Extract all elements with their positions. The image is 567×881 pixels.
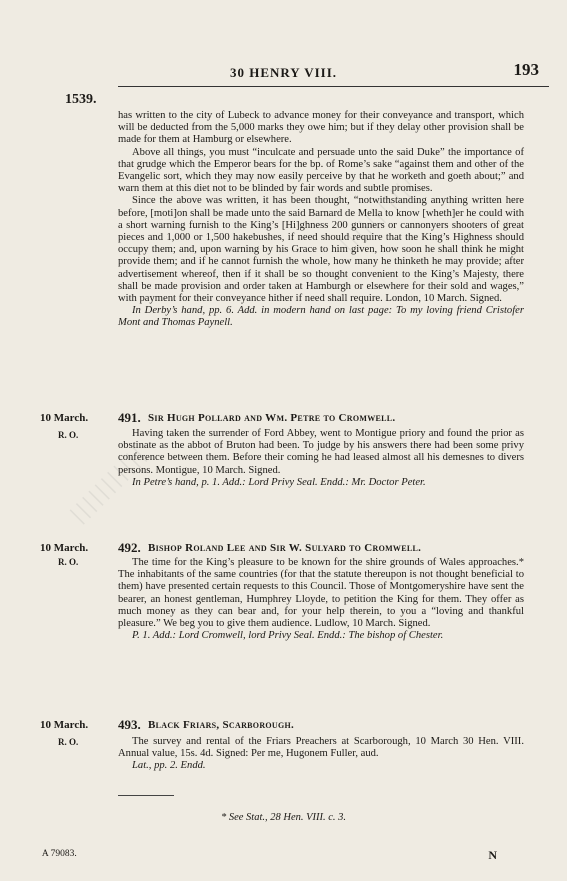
editorial-note: Lat., pp. 2. Endd. xyxy=(132,760,206,772)
paragraph: Since the above was written, it has been thought, “notwithstanding anything written here before, [moti]on shall be made unto the said Barnard de Mella to know [wheth]er he could with a short warning furnish to the King’s [Hi]ghness 200 gunners or cannonyers shooters of great pieces and 1,000 or 1,500 hakebushes, if need should require that the King’s Highness should occupy them; and, upon warning by his Grace to him given, how soon he shall think he might provide them; and if he cannot furnish the whole, how many he thinketh he may provide; after advertisement whereof, then if it shall be so thought convenient to the King’s Majesty, there shall be made provision and order taken at Hamburgh or elsewhere for their sold and wages,” with payment for their conveyance hither if need shall require. London, 10 March. Signed. xyxy=(118,195,524,305)
entry-number: 493. xyxy=(118,717,141,732)
watermark-stamp: ||||||||||| xyxy=(335,169,422,256)
entry-date: 10 March. xyxy=(40,412,89,424)
entry-title: Black Friars, Scarborough. xyxy=(148,719,295,731)
paragraph: The survey and rental of the Friars Preachers at Scarborough, 10 March 30 Hen. VIII. Annual value, 15s. 4d. Signed: Per me, Hugonem Fuller, aud. xyxy=(118,736,524,760)
editorial-note: In Derby’s hand, pp. 6. Add. in modern hand on last page: To my loving friend Cristofer Mont and Thomas Paynell. xyxy=(118,305,524,329)
entry-body xyxy=(118,428,524,489)
entry-number: 491. xyxy=(118,410,141,425)
footnote: * See Stat., 28 Hen. VIII. c. 3. xyxy=(220,812,347,823)
entry-number: 492. xyxy=(118,540,141,555)
paragraph: has written to the city of Lubeck to advance money for their conveyance and transport, which will be deducted from the 5,000 marks they owe him; but if they delay other provision shall be made for them at Hamburg or elsewhere. xyxy=(118,110,524,146)
paragraph: The time for the King’s pleasure to be known for the shire grounds of Wales approaches.* The inhabitants of the same countries (for that the statute thereupon is not thought beneficial to them) have presented certain requests to this Council. Those of Montgomeryshire have sent the bearer, an honest gentleman, Humphrey Lloyde, to petition the King for them. They offer as much money as they can bear and, for your help therein, to you a “loving and thankful pleasure.” We beg you to give them audience. Ludlow, 10 March. Signed. xyxy=(118,557,524,630)
signature-letter: N xyxy=(488,848,497,862)
continuation-text xyxy=(118,110,524,330)
paragraph: Having taken the surrender of Ford Abbey, went to Montigue priory and found the prior as obstinate as the abbot of Bruton had been. To judge by his answers there had been some privy conference between them. Before their coming he had leased almost all his demesnes to divers persons. Montigue, 10 March. Signed. xyxy=(118,428,524,476)
entry-date: 10 March. xyxy=(40,542,89,554)
paragraph: Above all things, you must “inculcate and persuade unto the said Duke” the importance of that grudge which the Emperor bears for the bp. of Rome’s sake “against them and other of the Evangelic sort, which they may now easily perceive by that he worketh and goeth about;” and warn them at this diet not to be blinded by fair words and subtle promises. xyxy=(118,146,524,195)
entry-body xyxy=(118,557,524,642)
entry-body xyxy=(118,736,524,773)
entry-source: R. O. xyxy=(58,737,79,747)
watermark-stamp: ||||||||||| xyxy=(65,439,152,526)
entry-title: Sir Hugh Pollard and Wm. Petre to Cromwell. xyxy=(148,412,396,424)
header-rule xyxy=(118,86,549,87)
running-header-title: 30 HENRY VIII. xyxy=(229,65,338,80)
signature-mark: A 79083. xyxy=(40,849,77,859)
entry-source: R. O. xyxy=(58,430,79,440)
entry-source: R. O. xyxy=(58,557,79,567)
section-end-rule xyxy=(118,795,174,796)
page-year: 1539. xyxy=(65,92,97,107)
page-number: 193 xyxy=(513,60,539,79)
editorial-note: In Petre’s hand, p. 1. Add.: Lord Privy Seal. Endd.: Mr. Doctor Peter. xyxy=(132,476,426,488)
entry-date: 10 March. xyxy=(40,719,89,731)
editorial-note: P. 1. Add.: Lord Cromwell, lord Privy Seal. Endd.: The bishop of Chester. xyxy=(132,630,444,642)
entry-title: Bishop Roland Lee and Sir W. Sulyard to Cromwell. xyxy=(148,542,422,554)
